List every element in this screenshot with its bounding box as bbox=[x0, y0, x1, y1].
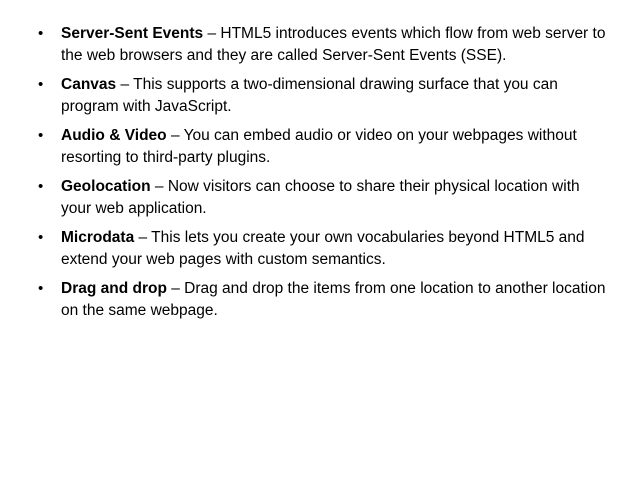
bullet-icon: • bbox=[38, 25, 44, 42]
bullet-list bbox=[38, 23, 608, 322]
bullet-separator: – bbox=[166, 280, 185, 297]
bullet-item-geolocation bbox=[38, 176, 608, 220]
bullet-item-server-sent-events bbox=[38, 23, 608, 67]
bullet-separator: – bbox=[116, 76, 134, 93]
bullet-text bbox=[61, 227, 608, 271]
bullet-description: This supports a two-dimensional drawing surface that you can program with JavaScript. bbox=[61, 76, 558, 115]
bullet-description: HTML5 introduces events which flow from web server to the web browsers and they are called Server-Sent Events (SSE). bbox=[61, 25, 606, 64]
bullet-term: Canvas bbox=[61, 76, 117, 93]
bullet-icon: • bbox=[38, 229, 44, 246]
bullet-item-canvas bbox=[38, 74, 608, 118]
bullet-item-microdata bbox=[38, 227, 608, 271]
bullet-text bbox=[61, 23, 608, 67]
bullet-description: Drag and drop the items from one location to another location on the same webpage. bbox=[61, 280, 606, 319]
bullet-item-drag-and-drop bbox=[38, 278, 608, 322]
bullet-term: Server-Sent Events bbox=[61, 25, 204, 42]
bullet-text bbox=[61, 125, 608, 169]
bullet-item-audio-video bbox=[38, 125, 608, 169]
bullet-icon: • bbox=[38, 127, 44, 144]
bullet-text bbox=[61, 74, 608, 118]
bullet-description: This lets you create your own vocabularies beyond HTML5 and extend your web pages with custom semantics. bbox=[61, 229, 585, 268]
bullet-term: Audio & Video bbox=[61, 127, 167, 144]
bullet-separator: – bbox=[203, 25, 221, 42]
bullet-term: Drag and drop bbox=[61, 280, 167, 297]
bullet-icon: • bbox=[38, 280, 44, 297]
bullet-text bbox=[61, 176, 608, 220]
bullet-description: Now visitors can choose to share their physical location with your web application. bbox=[61, 178, 580, 217]
bullet-icon: • bbox=[38, 76, 44, 93]
bullet-term: Geolocation bbox=[61, 178, 151, 195]
bullet-separator: – bbox=[150, 178, 168, 195]
bullet-term: Microdata bbox=[61, 229, 135, 246]
bullet-description: You can embed audio or video on your webpages without resorting to third-party plugins. bbox=[61, 127, 577, 166]
bullet-separator: – bbox=[134, 229, 152, 246]
bullet-separator: – bbox=[166, 127, 184, 144]
bullet-icon: • bbox=[38, 178, 44, 195]
bullet-text bbox=[61, 278, 608, 322]
